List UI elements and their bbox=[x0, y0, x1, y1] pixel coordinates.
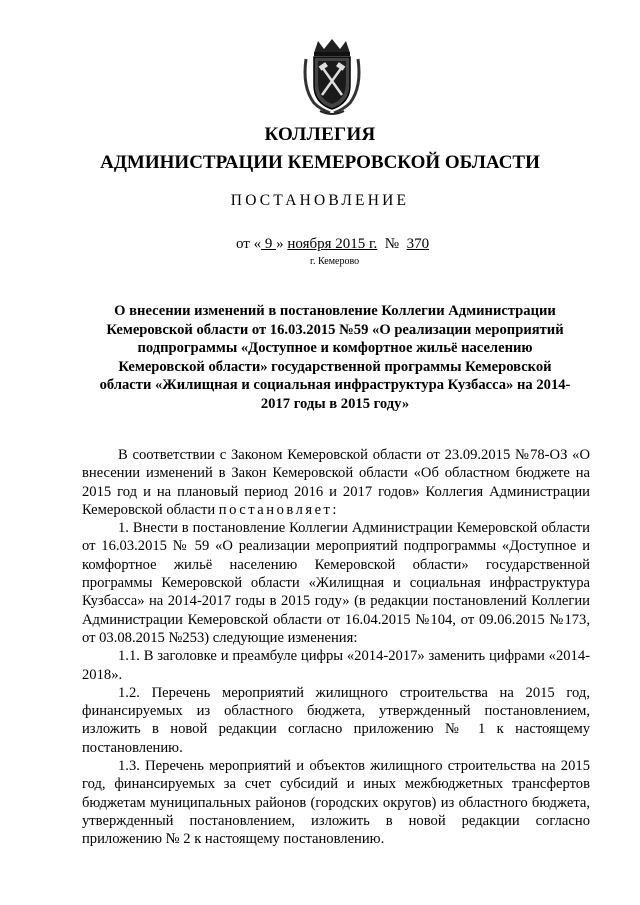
document-number: 370 bbox=[406, 236, 430, 252]
date-day: 9 bbox=[261, 236, 277, 252]
body-paragraph-2: 1. Внести в постановление Коллегии Администрации Кемеровской области от 16.03.2015 № 59 «О реализации мероприятий подпрограммы «Доступное и комфортное жильё населению Кемеровской области» государственной программы Кемеровской области «Жилищная и социальная инфраструктура Кузбасса» на 2014-2017 годы в 2015 году» (в редакции постановлений Коллегии Администрации Кемеровской области от 16.04.2015 №104, от 09.06.2015 №173, от 03.08.2015 №253) следующие изменения: bbox=[82, 520, 590, 646]
date-month-year: ноября 2015 г. bbox=[287, 236, 378, 252]
document-city: г. Кемерово bbox=[310, 256, 360, 267]
document-dateline bbox=[236, 236, 429, 253]
kemerovo-coat-of-arms-icon bbox=[300, 37, 364, 117]
org-name-line1: КОЛЛЕГИЯ bbox=[264, 124, 376, 145]
document-body bbox=[82, 446, 590, 849]
body-paragraph-4: 1.2. Перечень мероприятий жилищного строительства на 2015 год, финансируемых из областного бюджета, утвержденный постановлением, изложить в новой редакции согласно приложению № 1 к настоящему постановлению. bbox=[82, 684, 590, 756]
body-paragraph-1 bbox=[82, 446, 590, 519]
date-mid: » bbox=[276, 236, 288, 252]
document-title: О внесении изменений в постановление Коллегии Администрации Кемеровской области от 16.03.2015 №59 «О реализации мероприятий подпрограммы «Доступное и комфортное жильё населению Кемеровской области» государственной программы Кемеровской области «Жилищная и социальная инфраструктура Кузбасса» на 2014-2017 годы в 2015 году» bbox=[99, 303, 571, 412]
date-prefix: от « bbox=[236, 236, 262, 252]
org-name-line2: АДМИНИСТРАЦИИ КЕМЕРОВСКОЙ ОБЛАСТИ bbox=[100, 152, 540, 173]
document-type: ПОСТАНОВЛЕНИЕ bbox=[230, 192, 410, 209]
paragraph-1-resolves: постановляет: bbox=[218, 501, 339, 518]
body-paragraph-5: 1.3. Перечень мероприятий и объектов жилищного строительства на 2015 год, финансируемых за счет субсидий и иных межбюджетных трансфертов бюджетам муниципальных районов (городских округов) из областного бюджета, утвержденный постановлением, изложить в новой редакции согласно приложению № 2 к настоящему постановлению. bbox=[82, 758, 590, 848]
number-prefix: № bbox=[377, 236, 407, 252]
paragraph-1-text: В соответствии с Законом Кемеровской области от 23.09.2015 №78-ОЗ «О внесении изменений в Закон Кемеровской области «Об областном бюджете на 2015 год и на плановый период 2016 и 2017 годов» Коллегия Администрации Кемеровской области bbox=[82, 447, 590, 518]
body-paragraph-3: 1.1. В заголовке и преамбуле цифры «2014-2017» заменить цифрами «2014-2018». bbox=[82, 648, 590, 683]
